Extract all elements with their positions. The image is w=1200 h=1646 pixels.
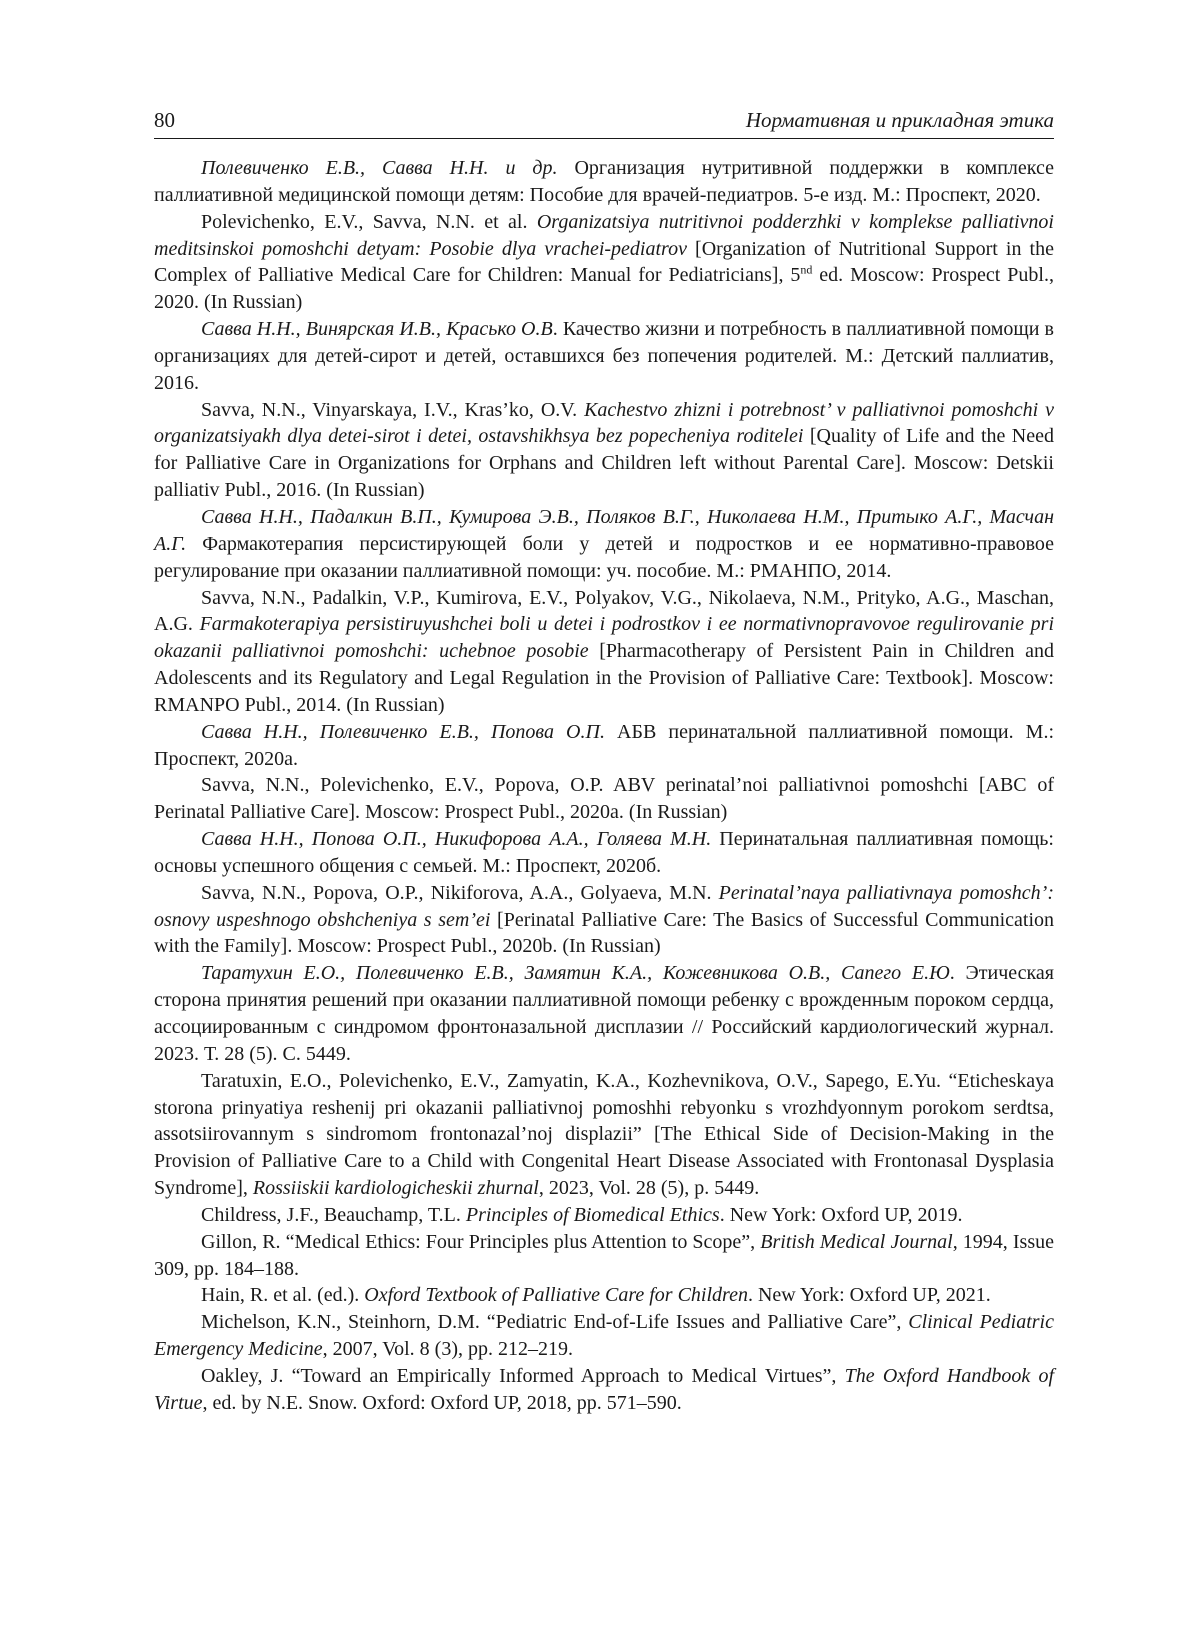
reference-text: . New York: Oxford UP, 2021. — [747, 1284, 991, 1307]
reference-authors: Савва Н.Н., Полевиченко Е.В., Попова О.П. — [201, 720, 605, 743]
reference-item — [154, 209, 1054, 316]
reference-authors: Michelson, K.N., Steinhorn, D.M. “Pediatric End-of-Life Issues and Palliative Care”, — [201, 1311, 909, 1334]
reference-item — [154, 155, 1054, 209]
reference-text: . Качество жизни и потребность в паллиативной помощи в организациях для детей-сирот и детей, оставшихся без попечения родителей. М.: Детский паллиатив, 2016. — [154, 318, 1054, 394]
reference-item — [154, 1363, 1054, 1417]
reference-authors: Hain, R. et al. (ed.). — [201, 1284, 365, 1307]
reference-text: Организация нутритивной поддержки в комплексе паллиативной медицинской помощи детям: Пособие для врачей-педиатров. 5-е изд. М.: Проспект, 2020. — [154, 157, 1054, 206]
reference-item — [154, 880, 1054, 961]
reference-text: Фармакотерапия персистирующей боли у детей и подростков и ее нормативно-правовое регулирование при оказании паллиативной помощи: уч. пособие. М.: РМАНПО, 2014. — [154, 532, 1054, 582]
reference-text: Savva, N.N., Polevichenko, E.V., Popova, O.P. ABV perinatal’noi palliativnoi pomoshchi [ABC of Perinatal Palliative Care]. Moscow: Prospect Publ., 2020a. (In Russian) — [154, 774, 1054, 824]
reference-item — [154, 772, 1054, 826]
reference-text: Taratuxin, E.O., Polevichenko, E.V., Zamyatin, K.A., Kozhevnikova, O.V., Sapego, E.Yu. “Eticheskaya storona prinyatiya reshenij pri okazanii palliativnoj pomoshhi rebyonku s vrozhdyonnym porokom serdtsa, assotsiirovannym s sindromom frontonazal’noj displazii” [The Ethical Side of Decision-Making in the Provision of Palliative Care to a Child with Congenital Heart Disease Associated with Frontonasal Dysplasia Syndrome], — [154, 1069, 1054, 1200]
reference-text: [Organization of Nutritional Support in the Complex of Palliative Medical Care for Children: Manual for Pediatricians], 5 — [154, 237, 1054, 287]
page-header — [154, 104, 1054, 140]
reference-text: , 2023, Vol. 28 (5), p. 5449. — [538, 1177, 760, 1200]
reference-text: , 2007, Vol. 8 (3), pp. 212–219. — [322, 1338, 574, 1361]
header-rule — [154, 138, 1054, 139]
reference-item — [154, 1309, 1054, 1363]
reference-item — [154, 1202, 1054, 1229]
reference-authors: Савва Н.Н., Винярская И.В., Красько О.В — [201, 318, 553, 341]
running-title: Нормативная и прикладная этика — [745, 108, 1054, 132]
reference-item — [154, 1282, 1054, 1309]
reference-title: Perinatal’naya palliativnaya pomoshch’: osnovy uspeshnogo obshcheniya s sem’ei — [154, 881, 1055, 931]
reference-title: Rossiiskii kardiologicheskii zhurnal — [252, 1177, 539, 1200]
reference-text: [Quality of Life and the Need for Palliative Care in Organizations for Orphans and Children left without Parental Care]. Moscow: Detskii palliativ Publ., 2016. (In Russian) — [154, 425, 1054, 502]
reference-title: Organizatsiya nutritivnoi podderzhki v komplekse palliativnoi meditsinskoi pomoshchi detyam: Posobie dlya vrachei-pediatrov — [154, 210, 1054, 260]
reference-authors: Savva, N.N., Popova, O.P., Nikiforova, A.A., Golyaeva, M.N. — [201, 881, 719, 904]
reference-title: Farmakoterapiya persistiruyushchei boli u detei i podrostkov i ee normativnopravovoe regulirovanie pri okazanii palliativnoi pomoshchi: uchebnoe posobie — [154, 613, 1054, 663]
reference-text: ed. Moscow: Prospect Publ., 2020. (In Russian) — [154, 264, 1054, 314]
reference-item — [154, 960, 1054, 1067]
reference-item — [154, 316, 1054, 397]
reference-authors: Polevichenko, E.V., Savva, N.N. et al. — [201, 210, 537, 233]
reference-authors: Полевиченко Е.В., Савва Н.Н. и др. — [201, 157, 558, 179]
reference-item — [154, 1068, 1054, 1202]
reference-text: [Perinatal Palliative Care: The Basics of Successful Communication with the Family]. Moscow: Prospect Publ., 2020b. (In Russian) — [154, 908, 1054, 958]
reference-authors: Савва Н.Н., Падалкин В.П., Кумирова Э.В., Поляков В.Г., Николаева Н.М., Притыко А.Г., Масчан А.Г. — [154, 505, 1054, 555]
reference-item — [154, 719, 1054, 773]
reference-title: The Oxford Handbook of Virtue — [154, 1364, 1055, 1414]
reference-text: Перинатальная паллиативная помощь: основы успешного общения с семьей. М.: Проспект, 2020б. — [154, 828, 1054, 877]
reference-text: . New York: Oxford UP, 2019. — [719, 1203, 963, 1226]
reference-authors: Oakley, J. “Toward an Empirically Informed Approach to Medical Virtues”, — [201, 1364, 845, 1387]
reference-item — [154, 504, 1054, 585]
reference-authors: Gillon, R. “Medical Ethics: Four Principles plus Attention to Scope”, — [201, 1230, 761, 1253]
reference-item — [154, 585, 1054, 719]
reference-authors: Childress, J.F., Beauchamp, T.L. — [201, 1203, 466, 1226]
reference-title: British Medical Journal — [760, 1230, 953, 1253]
reference-title: Principles of Biomedical Ethics — [465, 1203, 720, 1226]
reference-text: . Этическая сторона принятия решений при оказании паллиативной помощи ребенку с врожденным пороком сердца, ассоциированным с синдромом фронтоназальной дисплазии // Российский кардиологический журнал. 2023. Т. 28 (5). С. 5449. — [154, 962, 1054, 1065]
reference-authors: Таратухин Е.О., Полевиченко Е.В., Замятин К.А., Кожевникова О.В., Сапего Е.Ю — [201, 962, 950, 985]
reference-authors: Savva, N.N., Padalkin, V.P., Kumirova, E.V., Polyakov, V.G., Nikolaeva, N.M., Prityko, A.G., Maschan, A.G. — [154, 586, 1054, 636]
reference-authors: Savva, N.N., Vinyarskaya, I.V., Kras’ko, O.V. — [201, 398, 585, 421]
reference-title: Clinical Pediatric Emergency Medicine — [154, 1311, 1054, 1361]
reference-title: Oxford Textbook of Palliative Care for Children — [364, 1284, 748, 1307]
reference-text: , 1994, Issue 309, pp. 184–188. — [154, 1230, 1054, 1280]
reference-item — [154, 397, 1054, 504]
reference-text: , ed. by N.E. Snow. Oxford: Oxford UP, 2018, pp. 571–590. — [202, 1391, 682, 1414]
page-number: 80 — [154, 108, 175, 132]
reference-list — [154, 155, 1054, 1417]
reference-title: Kachestvo zhizni i potrebnost’ v palliativnoi pomoshchi v organizatsiyakh dlya detei-sirot i detei, ostavshikhsya bez popecheniya roditelei — [154, 398, 1054, 448]
reference-authors: Савва Н.Н., Попова О.П., Никифорова А.А., Голяева М.Н. — [201, 828, 712, 851]
reference-text: [Pharmacotherapy of Persistent Pain in Children and Adolescents and its Regulatory and Legal Regulation in the Provision of Palliative Care: Textbook]. Moscow: RMANPO Publ., 2014. (In Russian) — [154, 640, 1054, 716]
ordinal-suffix: nd — [800, 262, 813, 277]
reference-item — [154, 1229, 1054, 1283]
reference-item — [154, 826, 1054, 880]
reference-text: АБВ перинатальной паллиативной помощи. М.: Проспект, 2020a. — [154, 720, 1054, 770]
